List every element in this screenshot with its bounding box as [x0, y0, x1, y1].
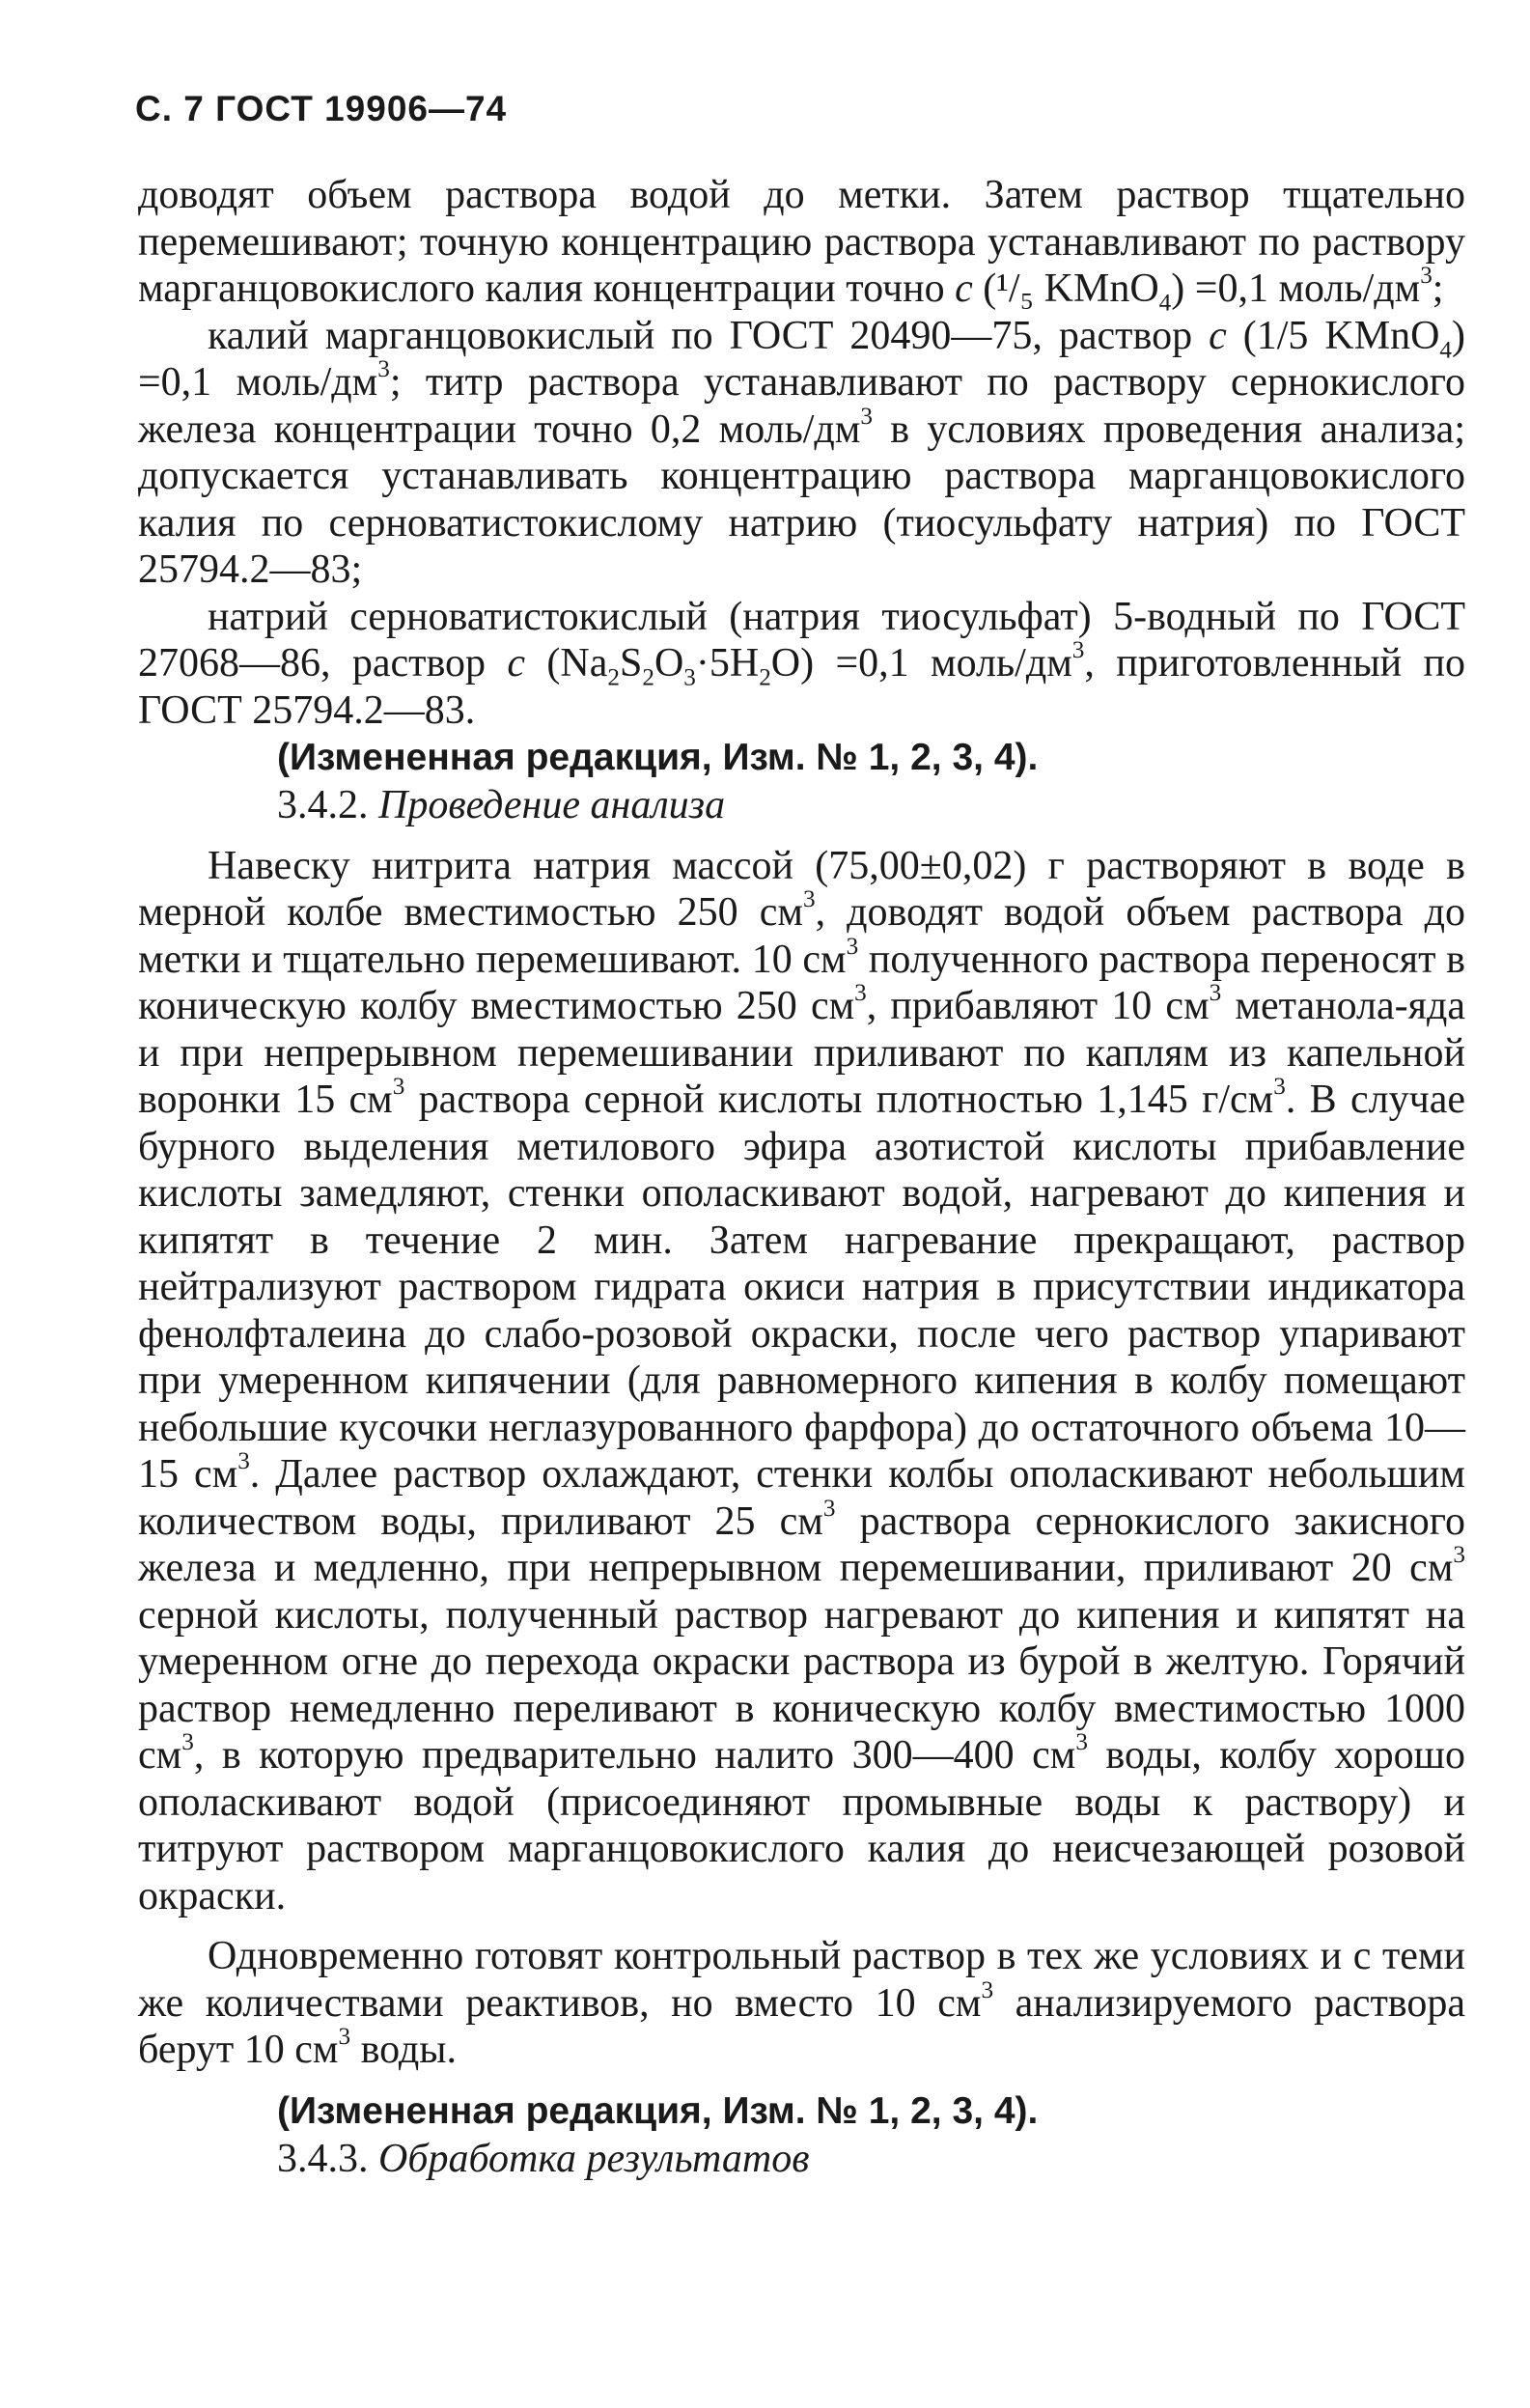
paragraph-control-solution: Одновременно готовят контрольный раствор в тех же условиях и с теми же количествами реактивов, но вместо 10 $см^3$ анализируемого раствора берут 10 $см^3$ воды. — [138, 1934, 1465, 2072]
paragraph-sodium-thiosulfate: натрий серноватистокислый (натрия тиосульфат) 5-водный по ГОСТ 27068—86, раствор c $(Na_2S_2O_3\cdot 5H_2O) =0,1$ моль/$дм^3$, приготовленный по ГОСТ 25794.2—83. — [138, 594, 1465, 733]
amendment-note: (Измененная редакция, Изм. № 1, 2, 3, 4). — [277, 737, 1039, 778]
document-body — [138, 172, 1465, 2182]
section-heading-3-4-2: 3.4.2. Проведение анализа — [277, 783, 726, 827]
page-header: С. 7 ГОСТ 19906—74 — [135, 89, 508, 128]
amendment-note: (Измененная редакция, Изм. № 1, 2, 3, 4). — [277, 2089, 1039, 2132]
paragraph-potassium-permanganate: калий марганцовокислый по ГОСТ 20490—75, раствор c (1/5 KMnO$_4$) =0,1 моль/$дм^3$; титр раствора устанавливают по раствору сернокислого железа концентрации точно 0,2 моль/$дм^3$ в условиях проведения анализа; допускается устанавливать концентрацию раствора марганцовокислого калия по серноватистокислому натрию (тиосульфату натрия) по ГОСТ 25794.2—83; — [138, 313, 1465, 592]
paragraph-analysis-procedure: Навеску нитрита натрия массой (75,00±0,02) г растворяют в воде в мерной колбе вместимостью 250 $см^3$, доводят водой объем раствора до метки и тщательно перемешивают. 10 $см^3$ полученного раствора переносят в коническую колбу вместимостью 250 $см^3$, прибавляют 10 $см^3$ метанола-яда и при непрерывном перемешивании приливают по каплям из капельной воронки 15 $см^3$ раствора серной кислоты плотностью 1,145 $г/см^3$. В случае бурного выделения метилового эфира азотистой кислоты прибавление кислоты замедляют, стенки ополаскивают водой, нагревают до кипения и кипятят в течение 2 мин. Затем нагревание прекращают, раствор нейтрализуют раствором гидрата окиси натрия в присутствии индикатора фенолфталеина до слабо-розовой окраски, после чего раствор упаривают при умеренном кипячении (для равномерного кипения в колбу помещают небольшие кусочки неглазурованного фарфора) до остаточного объема 10—15 $см^3$. Далее раствор охлаждают, стенки колбы ополаскивают небольшим количеством воды, приливают 25 $см^3$ раствора сернокислого закисного железа и медленно, при непрерывном перемешивании, приливают 20 $см^3$ серной кислоты, полученный раствор нагревают до кипения и кипятят на умеренном огне до перехода окраски раствора из бурой в желтую. Горячий раствор немедленно переливают в коническую колбу вместимостью 1000 $см^3$, в которую предварительно налито 300—400 $см^3$ воды, колбу хорошо ополаскивают водой (присоединяют промывные воды к раствору) и титруют раствором марганцовокислого калия до неисчезающей розовой окраски. — [138, 843, 1465, 1918]
paragraph-reagent-solution-end: доводят объем раствора водой до метки. Затем раствор тщательно перемешивают; точную концентрацию раствора устанавливают по раствору марганцовокислого калия концентрации точно c (¹/₅ KMnO$_4$) =0,1 моль/$дм^3$; — [138, 173, 1465, 317]
section-heading-3-4-3: 3.4.3. Обработка результатов — [277, 2136, 810, 2181]
